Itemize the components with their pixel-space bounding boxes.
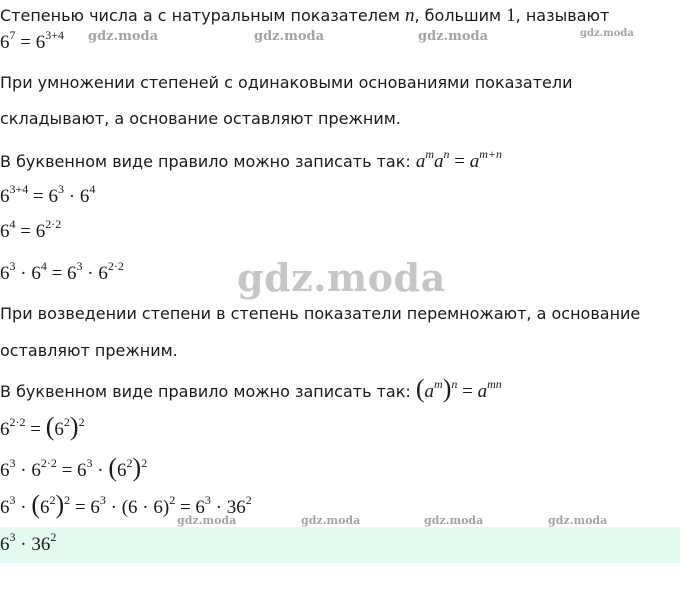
formula-6-3-times-6-2x2: $6^3 \cdot 6^{2\cdot 2} = 6^3 \cdot (6^2)^2$ [0, 453, 148, 482]
watermark-big: gdz.moda [237, 255, 446, 300]
letter-form-product-line [0, 147, 503, 173]
formula-expansion-36: $6^3 \cdot (6^2)^2 = 6^3 \cdot (6 \cdot 6)^2 = 6^3 \cdot 36^2$ [0, 490, 252, 519]
product-rule-formula: $a^ma^n = a^{m+n}$ [415, 147, 503, 172]
watermark-2: gdz.moda [254, 29, 325, 44]
watermark-8: gdz.moda [548, 514, 608, 527]
formula-6-2x2: $6^{2\cdot 2} = (6^2)^2$ [0, 412, 85, 441]
letter-form-power-line [0, 374, 502, 403]
power-rule-formula: $(a^m)^n = a^{mn}$ [415, 374, 502, 403]
formula-power-7: $6^7 = 6^{3+4}$ [0, 28, 64, 53]
letter-form-prefix: В буквенном виде правило можно записать так: [0, 152, 411, 171]
answer-formula: $6^3 \cdot 36^2$ [0, 530, 57, 555]
rule1-line1: При умножении степеней с одинаковыми основаниями показатели [0, 73, 573, 92]
intro-line [0, 5, 609, 27]
rule2-line2: оставляют прежним. [0, 341, 178, 360]
watermark-5: gdz.moda [177, 514, 237, 527]
watermark-4: gdz.moda [580, 28, 634, 39]
formula-6-3plus4: $6^{3+4} = 6^3 \cdot 6^4$ [0, 182, 96, 207]
intro-text: Степенью числа a с натуральным показателем [0, 6, 400, 25]
formula-6-4: $6^4 = 6^{2\cdot 2}$ [0, 217, 62, 242]
intro-text-mid: , большим [414, 6, 502, 25]
answer-highlight [0, 527, 680, 563]
intro-number-one: 1 [506, 5, 516, 26]
watermark-6: gdz.moda [301, 514, 361, 527]
watermark-1: gdz.moda [88, 29, 159, 44]
watermark-3: gdz.moda [418, 29, 489, 44]
rule1-line2: складывают, а основание оставляют прежним. [0, 109, 401, 128]
formula-6-3-times-6-4: $6^3 \cdot 6^4 = 6^3 \cdot 6^{2\cdot 2}$ [0, 259, 124, 284]
watermark-7: gdz.moda [424, 514, 484, 527]
rule2-line1: При возведении степени в степень показатели перемножают, а основание [0, 304, 641, 323]
intro-variable-n: n [404, 5, 415, 26]
letter-form-prefix-2: В буквенном виде правило можно записать так: [0, 382, 411, 401]
intro-text-end: , называют [515, 6, 610, 25]
